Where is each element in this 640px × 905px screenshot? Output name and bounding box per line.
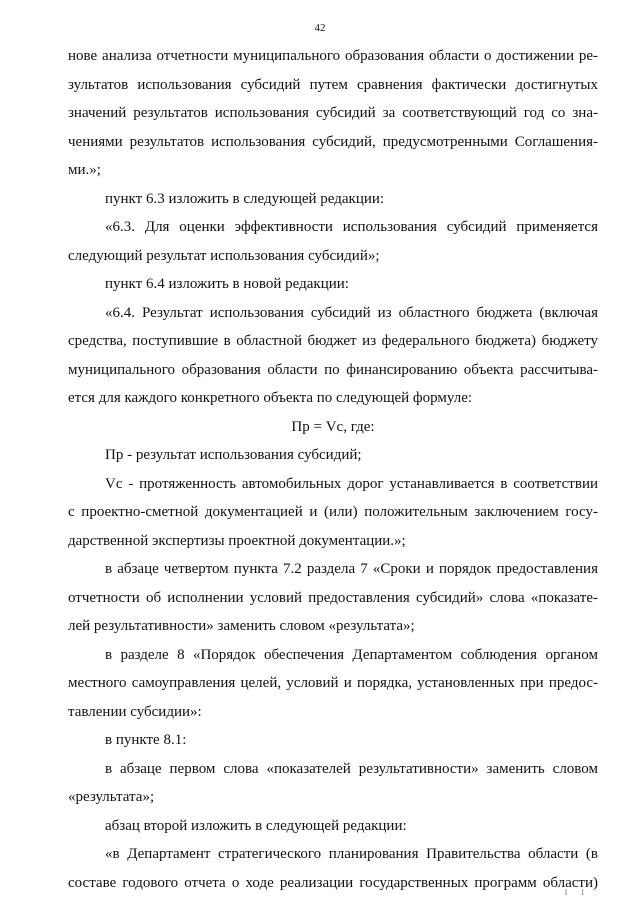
text-line: зультатов использования субсидий путем сравнения фактически достигнутых	[68, 76, 598, 93]
text-line: значений результатов использования субсидий за соответствующий год со зна-	[68, 105, 598, 121]
page-number: 42	[314, 22, 326, 34]
text-line: «6.4. Результат использования субсидий из областного бюджета (включая	[105, 304, 598, 321]
text-line: в абзаце четвертом пункта 7.2 раздела 7 «Сроки и порядок предоставления	[105, 561, 598, 577]
document-body	[68, 42, 598, 897]
text-line: средства, поступившие в областной бюджет из федерального бюджета) бюджету	[68, 333, 598, 349]
text-line: пункт 6.3 изложить в следующей редакции:	[105, 190, 385, 207]
text-line: муниципального образования области по финансированию объекта рассчитыва-	[68, 361, 598, 378]
text-line: с проектно-сметной документацией и (или) положительным заключением госу-	[68, 504, 598, 520]
text-line: абзац второй изложить в следующей редакции:	[105, 817, 407, 834]
text-line: в разделе 8 «Порядок обеспечения Департаментом соблюдения органом	[105, 646, 598, 663]
text-line: в абзаце первом слова «показателей результативности» заменить словом	[105, 760, 598, 777]
text-line: лей результативности» заменить словом «результата»;	[68, 618, 415, 634]
text-line: ется для каждого конкретного объекта по следующей формуле:	[68, 390, 473, 406]
text-line: пункт 6.4 изложить в новой редакции:	[105, 276, 349, 292]
text-line: в пункте 8.1:	[105, 732, 187, 748]
text-line: местного самоуправления целей, условий и порядка, установленных при предос-	[68, 675, 598, 691]
text-line: нове анализа отчетности муниципального образования области о достижении ре-	[68, 48, 598, 64]
text-line: Пр - результат использования субсидий;	[105, 447, 362, 463]
text-line: «в Департамент стратегического планирования Правительства области (в	[105, 846, 598, 862]
text-line: «результата»;	[68, 789, 155, 805]
text-line: «6.3. Для оценки эффективности использования субсидий применяется	[105, 219, 598, 235]
text-line: отчетности об исполнении условий предоставления субсидий» слова «показате-	[68, 589, 598, 606]
footer-scan-mark: I I	[564, 888, 590, 897]
text-line: составе годового отчета о ходе реализации государственных программ области)	[68, 874, 598, 891]
text-line: тавлении субсидии»:	[68, 703, 202, 720]
text-line: чениями результатов использования субсидий, предусмотренными Соглашения-	[68, 133, 598, 150]
text-line: Vc - протяженность автомобильных дорог устанавливается в соответствии	[105, 475, 598, 492]
text-line: Пр = Vc, где:	[291, 418, 375, 435]
text-line: дарственной экспертизы проектной документации.»;	[68, 532, 406, 549]
text-line: следующий результат использования субсидий»;	[68, 247, 380, 264]
text-line: ми.»;	[68, 162, 101, 178]
